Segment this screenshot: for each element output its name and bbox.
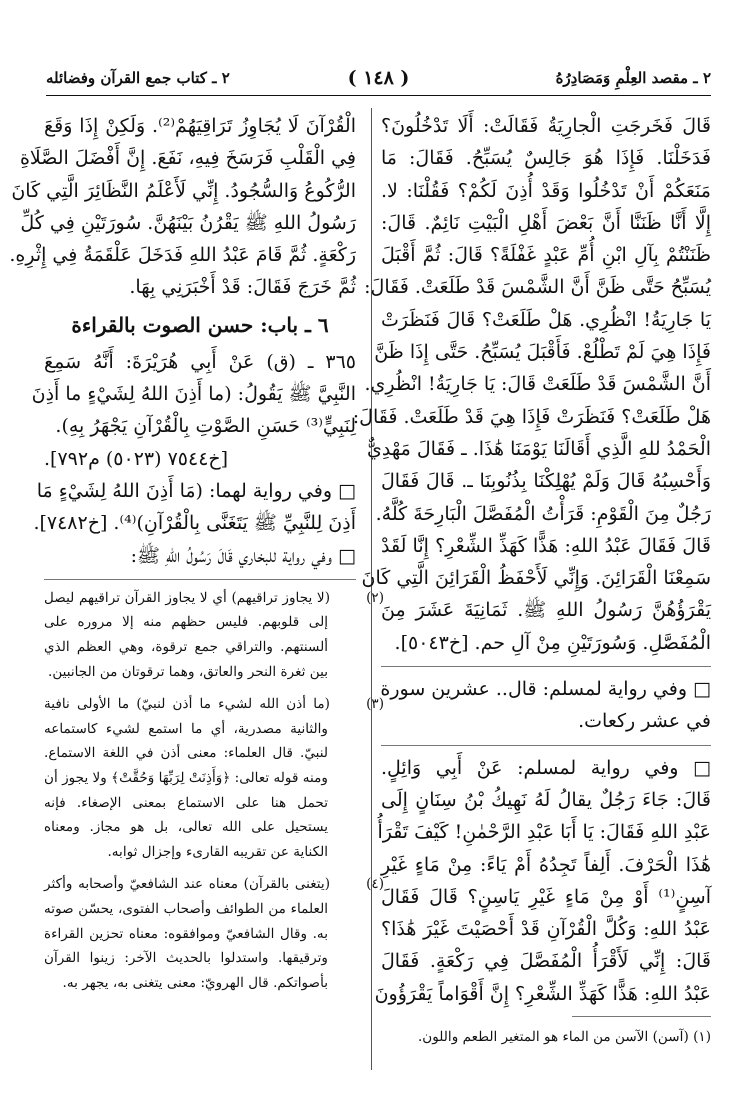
footnotes [44,586,384,996]
text-line: عَبْدُ اللهِ: وَكُلَّ الْقُرْآنِ قَدْ أَحْصَيْتَ غَيْرَ هَٰذَا؟ [381,918,711,941]
header-chapter-title: ٢ ـ مقصد العِلْمِ وَمَصَادِرُهُ [555,69,711,87]
text-line: قَالَ فَقَالَ عَبْدُ اللهِ: هَذًّا كَهَذِّ الشِّعْرِ؟ إِنَّا لَقَدْ [381,534,711,557]
page-number: ( ١٤٨ ) [347,67,410,89]
footnote-number: (٢) [366,589,384,606]
text-line: □ وفي رواية لمسلم: عَنْ أَبِي وَائِلٍ. [381,756,711,779]
footnote-1: (١) (آسن) الآسن من الماء هو المتغير الطعم واللون. [417,1029,711,1046]
footnote-2 [44,586,384,684]
text-line: □ وفي رواية لهما: (مَا أَذِنَ اللهُ لِشَيْءٍ مَا [36,479,356,502]
hadith-365 [31,346,356,475]
header-book-title: ٢ ـ كتاب جمع القرآن وفضائله [46,69,230,87]
muslim-narration-1 [381,673,711,738]
left-column [9,110,384,995]
footnote-number: (٤) [366,876,384,893]
text-line: الْقُرْآنَ لَا يُجَاوِزُ تَرَاقِيَهُمْ⁽²⁾. وَلَكِنْ إِذَا وَقَعَ [44,115,356,137]
text-line: قَالَ فَخَرجَتِ الْجارِيَةُ فَقَالَتْ: أَلَا تَدْخُلُونَ؟ [381,115,711,137]
text-line: مَنَعَكُمْ أَنْ تَدْخُلُوا وَقَدْ أُذِنَ لَكُمْ؟ فَقُلْنَا: لا. [381,179,711,202]
text-line: عَبْدُ اللهِ: هَذًّا كَهَذِّ الشِّعْرِ؟ إِنَّ أَقْوَاماً يَقْرَؤُونَ [374,982,711,1005]
text-line: يَا جَارِيَةُ! انْظُرِي. هَلْ طَلَعَتْ؟ قَالَ فَنَظَرَتْ [381,308,711,331]
text-line: رَجُلٌ مِنَ الْقَوْمِ: قَرَأْتُ الْمُفَصَّلَ الْبَارِحَةَ كُلَّهُ. [375,502,711,525]
text-line: أَذِنَ لِلنَّبِيِّ ﷺ يَتَغَنَّى بِالْقُرْآنِ)⁽⁴⁾. [خ٧٤٨٢]. [33,512,356,535]
text-line: إِلَّا أَنَّا ظَنَنَّا أَنَّ بَعْضَ أَهْلِ الْبَيْتِ نَائِمٌ. قَالَ: [381,211,711,234]
text-line: سَمِعْنَا الْقَرَائِنَ. وَإِنِّي لَأَحْفَظُ الْقَرَائِنَ الَّتِي كَانَ [361,567,711,590]
footnote-text: (ما أذن الله لشيء ما أذن لنبيّ) ما الأولى نافية والثانية مصدرية، أي ما استمع لشيء كاستماعه لنبيّ. قال العلماء: معنى أذن في اللغة الاستماع. ومنه قوله تعالى: ﴿وَأَذِنَتْ لِرَبِّهَا وَحُقَّتْ﴾ ولا يجوز أن تحمل هنا على الاستماع بمعنى الإصغاء. فإنه يستحيل على الله تعالى، بل هو مجاز. ومعناه الكناية عن تقريبه القارىء وإجزال ثوابه. [44,696,330,860]
text-line: فِي الْقَلْبِ فَرَسَخَ فِيهِ، نَفَعَ. إِنَّ أَفْضَلَ الصَّلَاةِ [19,147,356,170]
text-line: رَكْعَةٍ. ثُمَّ قَامَ عَبْدُ اللهِ فَدَخَلَ عَلْقَمَةُ فِي إِثْرِهِ. [9,244,356,267]
text-line: هَلْ طَلَعَتْ؟ فَنَظَرَتْ فَإِذَا هِيَ قَدْ طَلَعَتْ. فَقَالَ: [352,405,711,428]
text-line: ٣٦٥ ـ (ق) عَنْ أَبِي هُرَيْرَةَ: أَنَّهُ سَمِعَ [44,350,356,373]
section-separator [381,745,711,746]
riwaya-both [33,475,356,540]
footnote-text: (يتغنى بالقرآن) معناه عند الشافعيّ وأصحابه وأكثر العلماء من الطوائف وأصحاب الفتوى، يحسّن صوته به. وقال الشافعيّ وموافقوه: معناه تحزين القراءة وترقيقها. واستدلوا بالحديث الآخر: زينوا القرآن بأصواتكم. قال الهرويّ: معنى يتغنى به، يجهر به. [44,876,330,991]
footnote-text: (لا يجاوز تراقيهم) أي لا يجاوز القرآن تراقيهم ليصل إلى قلوبهم. فليس حظهم منه إلا مروره على ألسنتهم. والتراقي جمع ترقوة، وهي العظم الذي بين ثغرة النحر والعاتق، وهما ترقوتان من الجانبين. [44,589,330,680]
footnote-3 [44,692,384,864]
footnote-rule [44,579,356,580]
footnote-4 [44,872,384,995]
text-line: الرُّكُوعُ وَالسُّجُودُ. إِنِّي لَأَعْلَمُ النَّظَائِرَ الَّتِي كَانَ [11,179,356,202]
text-line: وَأَحْسِبُهُ قَالَ وَلَمْ يُهْلِكْنَا بِذُنُوبِنَا ـ. قَالَ فَقَالَ [381,470,711,493]
text-line: عَبْدِ اللهِ فَقَالَ: يَا أَبَا عَبْدِ الرَّحْمٰنِ! كَيْفَ تَقْرَأُ [377,821,711,844]
right-column [352,110,711,1050]
text-line: □ وفي رواية لمسلم: قال.. عشرين سورة [380,678,711,701]
text-line: يُسَبِّحُ حَتَّى ظَنَّ أَنَّ الشَّمْسَ قَدْ طَلَعَتْ. فَقَالَ: [364,276,711,299]
riwaya-bukhari: □ وفي رواية للبخاري قَالَ رَسُولُ اللهِ ﷺ: [130,544,356,567]
text-line: آسِنٍ⁽¹⁾ أَوْ مِنْ مَاءٍ غَيْرِ يَاسِنٍ؟ قَالَ فَقَالَ [381,885,711,908]
text-line: يَقْرَؤُهُنَّ رَسُولُ اللهِ ﷺ. ثَمَانِيَةَ عَشَرَ مِنَ [381,599,711,622]
muslim-narration-2 [374,752,711,1010]
section-separator [381,666,711,667]
continuation-text [9,110,356,304]
text-line: أَنَّ الشَّمْسَ قَدْ طَلَعَتْ قَالَ: يَا جَارِيَةُ! انْظُرِي. [364,373,711,396]
text-line: قَالَ: جَاءَ رَجُلٌ يقالُ لَهُ نَهِيكُ بْنُ سِنَانٍ إِلَى [381,788,711,811]
page-header [46,63,711,96]
text-line: قَالَ: إِنِّي لَأَقْرَأُ الْمُفَصَّلَ فِي رَكْعَةٍ. فَقَالَ [381,950,711,973]
text-line: هَٰذَا الْحَرْفَ. أَلِفاً تَجِدُهُ أَمْ يَاءً: مِنْ مَاءٍ غَيْرِ [381,853,711,876]
footnote-number: (٣) [366,696,384,713]
text-line: ثُمَّ خَرَجَ فَقَالَ: قَدْ أَخْبَرَنِي بِهَا. [129,276,356,299]
narrative-text [352,110,711,659]
text-line: الْمُفَصَّلِ. وَسُورَتَيْنِ مِنْ آلِ حم. [خ٥٠٤٣]. [394,631,711,654]
text-line: النَّبِيَّ ﷺ يَقُولُ: (ما أَذِنَ اللهُ لِشَيْءٍ ما أَذِنَ [31,383,356,406]
chapter-heading: ٦ ـ باب: حسن الصوت بالقراءة [71,312,329,337]
text-line: في عشر ركعات. [578,710,711,733]
reference-line: [خ٧٥٤٤ (٥٠٢٣) م٧٩٢]. [44,447,229,470]
text-line: لِنَبِيٍّ⁽³⁾ حَسَنِ الصَّوْتِ بِالْقُرْآنِ يَجْهَرُ بِهِ). [55,415,356,438]
text-line: فَدَخَلْنَا. فَإِذَا هُوَ جَالِسٌ يُسَبِّحُ. فَقَالَ: مَا [381,147,711,170]
text-line: الْحَمْدُ للهِ الَّذِي أَقَالَنَا يَوْمَنَا هَٰذَا. ـ فَقَالَ مَهْدِيٌّ [367,437,711,460]
footnote-rule [572,1016,711,1017]
text-line: رَسُولُ اللهِ ﷺ يَقْرُنُ بَيْنَهُنَّ. سُورَتَيْنِ فِي كُلِّ [20,211,356,234]
text-line: ظَنَنْتُمْ بِآلِ ابْنِ أُمِّ عَبْدٍ غَفْلَةً؟ قَالَ: ثُمَّ أَقْبَلَ [381,244,711,267]
text-line: فَإِذَا هِيَ لَمْ تَطْلُعْ. فَأَقْبَلَ يُسَبِّحُ. حَتَّى إِذَا ظَنَّ [374,341,711,364]
